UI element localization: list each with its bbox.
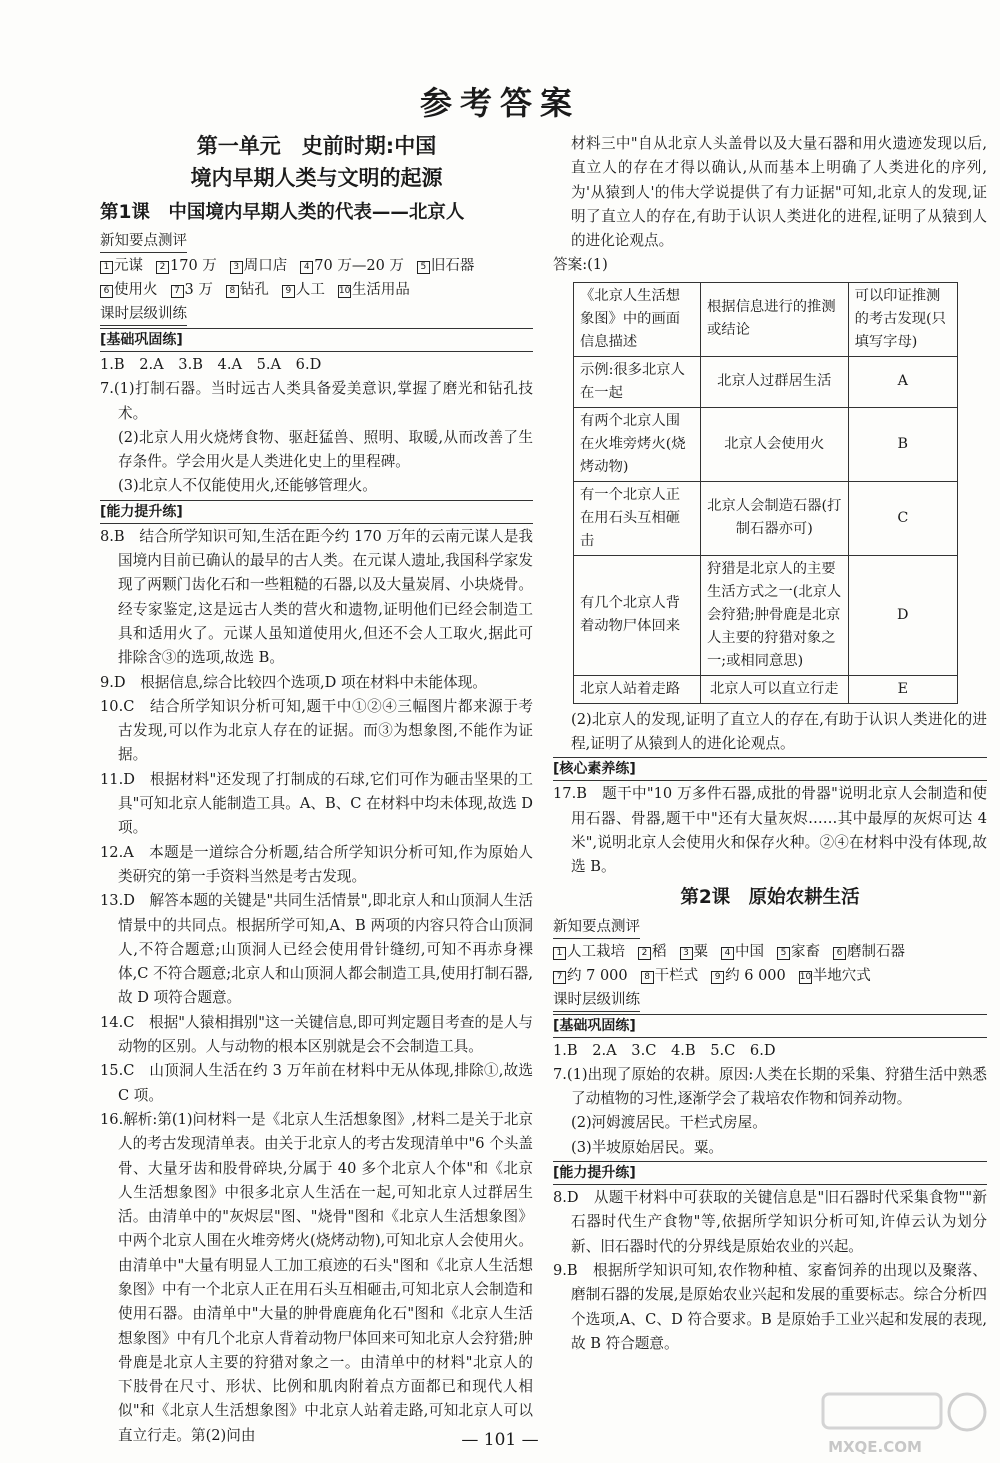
table-cell: 北京人站着走路 — [574, 675, 701, 703]
item-number-box: 4 — [300, 261, 313, 274]
page-number: — 101 — — [461, 1430, 539, 1450]
knowledge-row — [553, 940, 987, 964]
page-title: 参考答案 — [419, 84, 580, 122]
answer-q16-analysis-cont: 材料三中"自从北京人头盖骨以及大量石器和用火遗迹发现以后,直立人的存在才得以确认,从而基本上明确了人类进化的序列,为'从猿到人'的伟大学说提供了有力证据"可知,北京人的发现,证明了直立人的存在,有助于认识人类进化的进程,证明了从猿到人的进化论观点。 — [571, 135, 987, 250]
table-row — [574, 356, 958, 407]
table-row — [574, 407, 958, 481]
table-cell: 北京人会使用火 — [700, 407, 848, 481]
right-column — [553, 132, 987, 1356]
unit-title-line-1: 第一单元 史前时期:中国 — [196, 134, 437, 158]
knowledge-item — [641, 964, 699, 988]
lesson-2-title: 第2课 原始农耕生活 — [680, 886, 860, 908]
watermark-logo — [815, 1386, 990, 1458]
knowledge-row — [553, 964, 987, 988]
table-cell: A — [848, 356, 957, 407]
item-text: 粟 — [693, 943, 708, 960]
answer-q14: 14.C 根据"人猿相揖别"这一关键信息,即可判定题目考查的是人与动物的区别。人与动物的根本区别就是会不会制造工具。 — [100, 1013, 533, 1056]
item-number-box: 1 — [553, 947, 566, 960]
item-number-box: 7 — [553, 971, 566, 984]
watermark-url: MXQE.COM — [828, 1438, 922, 1456]
item-text: 旧石器 — [430, 258, 475, 274]
table-cell: 北京人可以直立行走 — [700, 675, 848, 703]
table-cell: B — [848, 407, 957, 481]
section-knowledge-check: 新知要点测评 — [100, 231, 187, 253]
item-text: 元谋 — [114, 258, 143, 274]
basic-answers: 1.B 2.A 3.B 4.A 5.A 6.D — [100, 356, 322, 373]
left-column — [100, 130, 533, 1448]
answer-label: 答案:(1) — [553, 256, 608, 274]
item-text: 70 万—20 万 — [314, 258, 404, 274]
knowledge-item — [282, 278, 325, 302]
item-number-box: 3 — [230, 261, 243, 274]
knowledge-item — [338, 278, 410, 302]
item-text: 约 6 000 — [725, 967, 786, 984]
item-text: 钻孔 — [239, 282, 269, 298]
knowledge-item — [711, 964, 786, 988]
section-knowledge-check: 新知要点测评 — [553, 917, 640, 939]
unit-title-line-2: 境内早期人类与文明的起源 — [190, 166, 443, 190]
item-number-box: 5 — [417, 261, 430, 274]
answer-q12: 12.A 本题是一道综合分析题,结合所学知识分析可知,作为原始人类研究的第一手资料当然是考古发现。 — [100, 843, 533, 885]
table-cell: 北京人过群居生活 — [700, 356, 848, 407]
item-text: 家畜 — [791, 943, 820, 960]
table-header-cell: 《北京人生活想象图》中的画面信息描述 — [574, 282, 701, 356]
answer-q16-analysis: 16.解析:第(1)问材料一是《北京人生活想象图》,材料二是关于北京人的考古发现清单表。由关于北京人的考古发现清单中"6 个头盖骨、大量牙齿和股骨碎块,分属于 40 多个北京人个体"和《北京人生活想象图》中很多北京人生活在一起,可知北京人过群居生活。由清单中的"灰烬层"图、"烧骨"图和《北京人生活想象图》中两个北京人围在火堆旁烤火(烧烤动物),可知北京人会使用火。由清单中"大量有明显人工加工痕迹的石头"图和《北京人生活想象图》中有一个北京人正在用石头互相砸击,可知北京人会制造和使用石器。由清单中"大量的肿骨鹿鹿角化石"图和《北京人生活想象图》中有几个北京人背着动物尸体回来可知北京人会狩猎;肿骨鹿是北京人主要的狩猎对象之一。由清单中的材料"北京人的下肢骨在尺寸、形状、比例和肌肉附着点方面都已和现代人相似"和《北京人生活想象图》中北京人站着走路,可知北京人可以直立行走。第(2)问由 — [100, 1110, 533, 1444]
table-cell: 示例:很多北京人在一起 — [574, 356, 701, 407]
answer-q17: 17.B 题干中"10 万多件石器,成批的骨器"说明北京人会制造和使用石器、骨器,题干中"还有大量灰烬……其中最厚的灰烬可达 4 米",说明北京人会使用火和保存火种。②④在材料中没有体现,故选 B。 — [553, 785, 987, 876]
answer-q8: 8.B 结合所学知识可知,生活在距今约 170 万年的云南元谋人是我国境内目前已确认的最早的古人类。在元谋人遗址,我国科学家发现了两颗门齿化石和一些粗糙的石器,以及大量炭屑、小块烧骨。经专家鉴定,这是远古人类的营火和遗物,证明他们已经会制造工具和适用火了。元谋人虽知道使用火,但还不会人工取火,据此可排除含③的选项,故选 B。 — [100, 527, 533, 667]
subsection-ability: [能力提升练] — [553, 1161, 987, 1185]
item-text: 使用火 — [114, 282, 158, 298]
answer-q7-3: (3)半坡原始居民。粟。 — [571, 1138, 724, 1156]
item-number-box: 4 — [721, 947, 734, 960]
item-text: 干栏式 — [654, 967, 699, 984]
item-text: 3 万 — [184, 282, 213, 298]
table-cell: 狩猎是北京人的主要生活方式之一(北京人会狩猎;肿骨鹿是北京人主要的狩猎对象之一;或相同意思) — [700, 555, 848, 675]
item-number-box: 10 — [799, 971, 812, 982]
knowledge-item — [553, 964, 628, 988]
knowledge-item — [230, 254, 288, 278]
table-row — [574, 555, 958, 675]
item-text: 半地穴式 — [812, 967, 871, 984]
item-text: 人工 — [295, 282, 325, 298]
answer-q7-1: 7.(1)出现了原始的农耕。原因:人类在长期的采集、狩猎生活中熟悉了动植物的习性,逐渐学会了栽培农作物和饲养动物。 — [553, 1065, 987, 1108]
answer-q9: 9.B 根据所学知识可知,农作物种植、家畜饲养的出现以及聚落、磨制石器的发展,是原始农业兴起和发展的重要标志。综合分析四个选项,A、C、D 符合要求。B 是原始手工业兴起和发展的表现,故 B 符合题意。 — [553, 1261, 987, 1352]
item-text: 生活用品 — [351, 282, 410, 298]
knowledge-item — [833, 940, 905, 964]
answer-q9: 9.D 根据信息,综合比较四个选项,D 项在材料中未能体现。 — [100, 673, 487, 691]
answer-q7-2: (2)北京人用火烧烤食物、驱赶猛兽、照明、取暖,从而改善了生存条件。学会用火是人类进化史上的里程碑。 — [118, 428, 533, 471]
item-text: 170 万 — [170, 258, 217, 274]
basic-answers: 1.B 2.A 3.C 4.B 5.C 6.D — [553, 1041, 776, 1059]
section-training: 课时层级训练 — [553, 990, 640, 1012]
item-number-box: 7 — [171, 285, 184, 298]
item-number-box: 10 — [338, 286, 351, 296]
item-text: 磨制石器 — [847, 943, 905, 960]
subsection-basic: [基础巩固练] — [553, 1014, 987, 1038]
knowledge-item — [680, 940, 709, 964]
item-text: 稻 — [652, 943, 667, 960]
item-number-box: 2 — [156, 261, 169, 274]
answer-q7-2: (2)河姆渡居民。干栏式房屋。 — [571, 1114, 767, 1132]
knowledge-item — [156, 254, 217, 278]
lesson-1-title: 第1课 中国境内早期人类的代表——北京人 — [100, 202, 465, 223]
knowledge-item — [417, 254, 475, 278]
item-number-box: 3 — [680, 947, 693, 960]
item-number-box: 6 — [833, 947, 846, 960]
item-number-box: 1 — [100, 261, 113, 274]
knowledge-row — [100, 254, 533, 278]
table-row — [574, 481, 958, 555]
item-number-box: 6 — [100, 285, 113, 298]
answer-q13: 13.D 解答本题的关键是"共同生活情景",即北京人和山顶洞人生活情景中的共同点。根据所学可知,A、B 两项的内容只符合山顶洞人,不符合题意;山顶洞人已经会使用骨针缝纫,可知不再赤身裸体,C 不符合题意;北京人和山顶洞人都会制造工具,使用打制石器,故 D 项符合题意。 — [100, 892, 533, 1007]
table-row — [574, 675, 958, 703]
knowledge-item — [721, 940, 764, 964]
knowledge-item — [638, 940, 667, 964]
item-text: 人工栽培 — [567, 943, 625, 960]
table-cell: 北京人会制造石器(打制石器亦可) — [700, 481, 848, 555]
table-cell: 有两个北京人围在火堆旁烤火(烧烤动物) — [574, 407, 701, 481]
table-header-cell: 可以印证推测的考古发现(只填写字母) — [848, 282, 957, 356]
table-header-row — [574, 282, 958, 356]
table-header-cell: 根据信息进行的推测或结论 — [700, 282, 848, 356]
knowledge-row — [100, 278, 533, 302]
answer-q16-2: (2)北京人的发现,证明了直立人的存在,有助于认识人类进化的进程,证明了从猿到人的进化论观点。 — [571, 710, 987, 753]
item-text: 约 7 000 — [567, 967, 628, 984]
knowledge-item — [100, 278, 158, 302]
table-cell: C — [848, 481, 957, 555]
answer-q11: 11.D 根据材料"还发现了打制成的石球,它们可作为砸击坚果的工具"可知北京人能制造工具。A、B、C 在材料中均未体现,故选 D 项。 — [100, 770, 534, 837]
item-number-box: 9 — [282, 285, 295, 298]
section-training: 课时层级训练 — [100, 304, 187, 326]
table-cell: 有几个北京人背着动物尸体回来 — [574, 555, 701, 675]
item-number-box: 9 — [711, 971, 724, 984]
table-cell: E — [848, 675, 957, 703]
subsection-ability: [能力提升练] — [100, 500, 533, 524]
subsection-basic: [基础巩固练] — [100, 328, 533, 352]
table-cell: 有一个北京人正在用石头互相砸击 — [574, 481, 701, 555]
item-number-box: 2 — [638, 947, 651, 960]
answer-q7-1: 7.(1)打制石器。当时远古人类具备爱美意识,掌握了磨光和钻孔技术。 — [100, 380, 533, 422]
table-cell: D — [848, 555, 957, 675]
knowledge-item — [777, 940, 820, 964]
subsection-core: [核心素养练] — [553, 757, 987, 781]
item-text: 中国 — [735, 943, 764, 960]
answer-q7-3: (3)北京人不仅能使用火,还能够管理火。 — [118, 477, 377, 495]
knowledge-item — [226, 278, 269, 302]
knowledge-item — [171, 278, 213, 302]
answer-q8: 8.D 从题干材料中可获取的关键信息是"旧石器时代采集食物""新石器时代生产食物"等,依据所学知识分析可知,许倬云认为划分新、旧石器时代的分界线是原始农业的兴起。 — [553, 1189, 987, 1255]
item-number-box: 5 — [777, 947, 790, 960]
item-number-box: 8 — [641, 971, 654, 984]
knowledge-item — [553, 940, 625, 964]
knowledge-item — [799, 964, 871, 988]
answer-table — [573, 282, 958, 704]
item-number-box: 8 — [226, 285, 239, 298]
knowledge-item — [100, 254, 143, 278]
answer-q10: 10.C 结合所学知识分析可知,题干中①②④三幅图片都来源于考古发现,可以作为北京人存在的证据。而③为想象图,不能作为证据。 — [100, 697, 533, 764]
knowledge-item — [300, 254, 404, 278]
unit-title — [100, 130, 533, 194]
item-text: 周口店 — [243, 258, 288, 274]
answer-q15: 15.C 山顶洞人生活在约 3 万年前在材料中无从体现,排除①,故选 C 项。 — [100, 1062, 533, 1104]
